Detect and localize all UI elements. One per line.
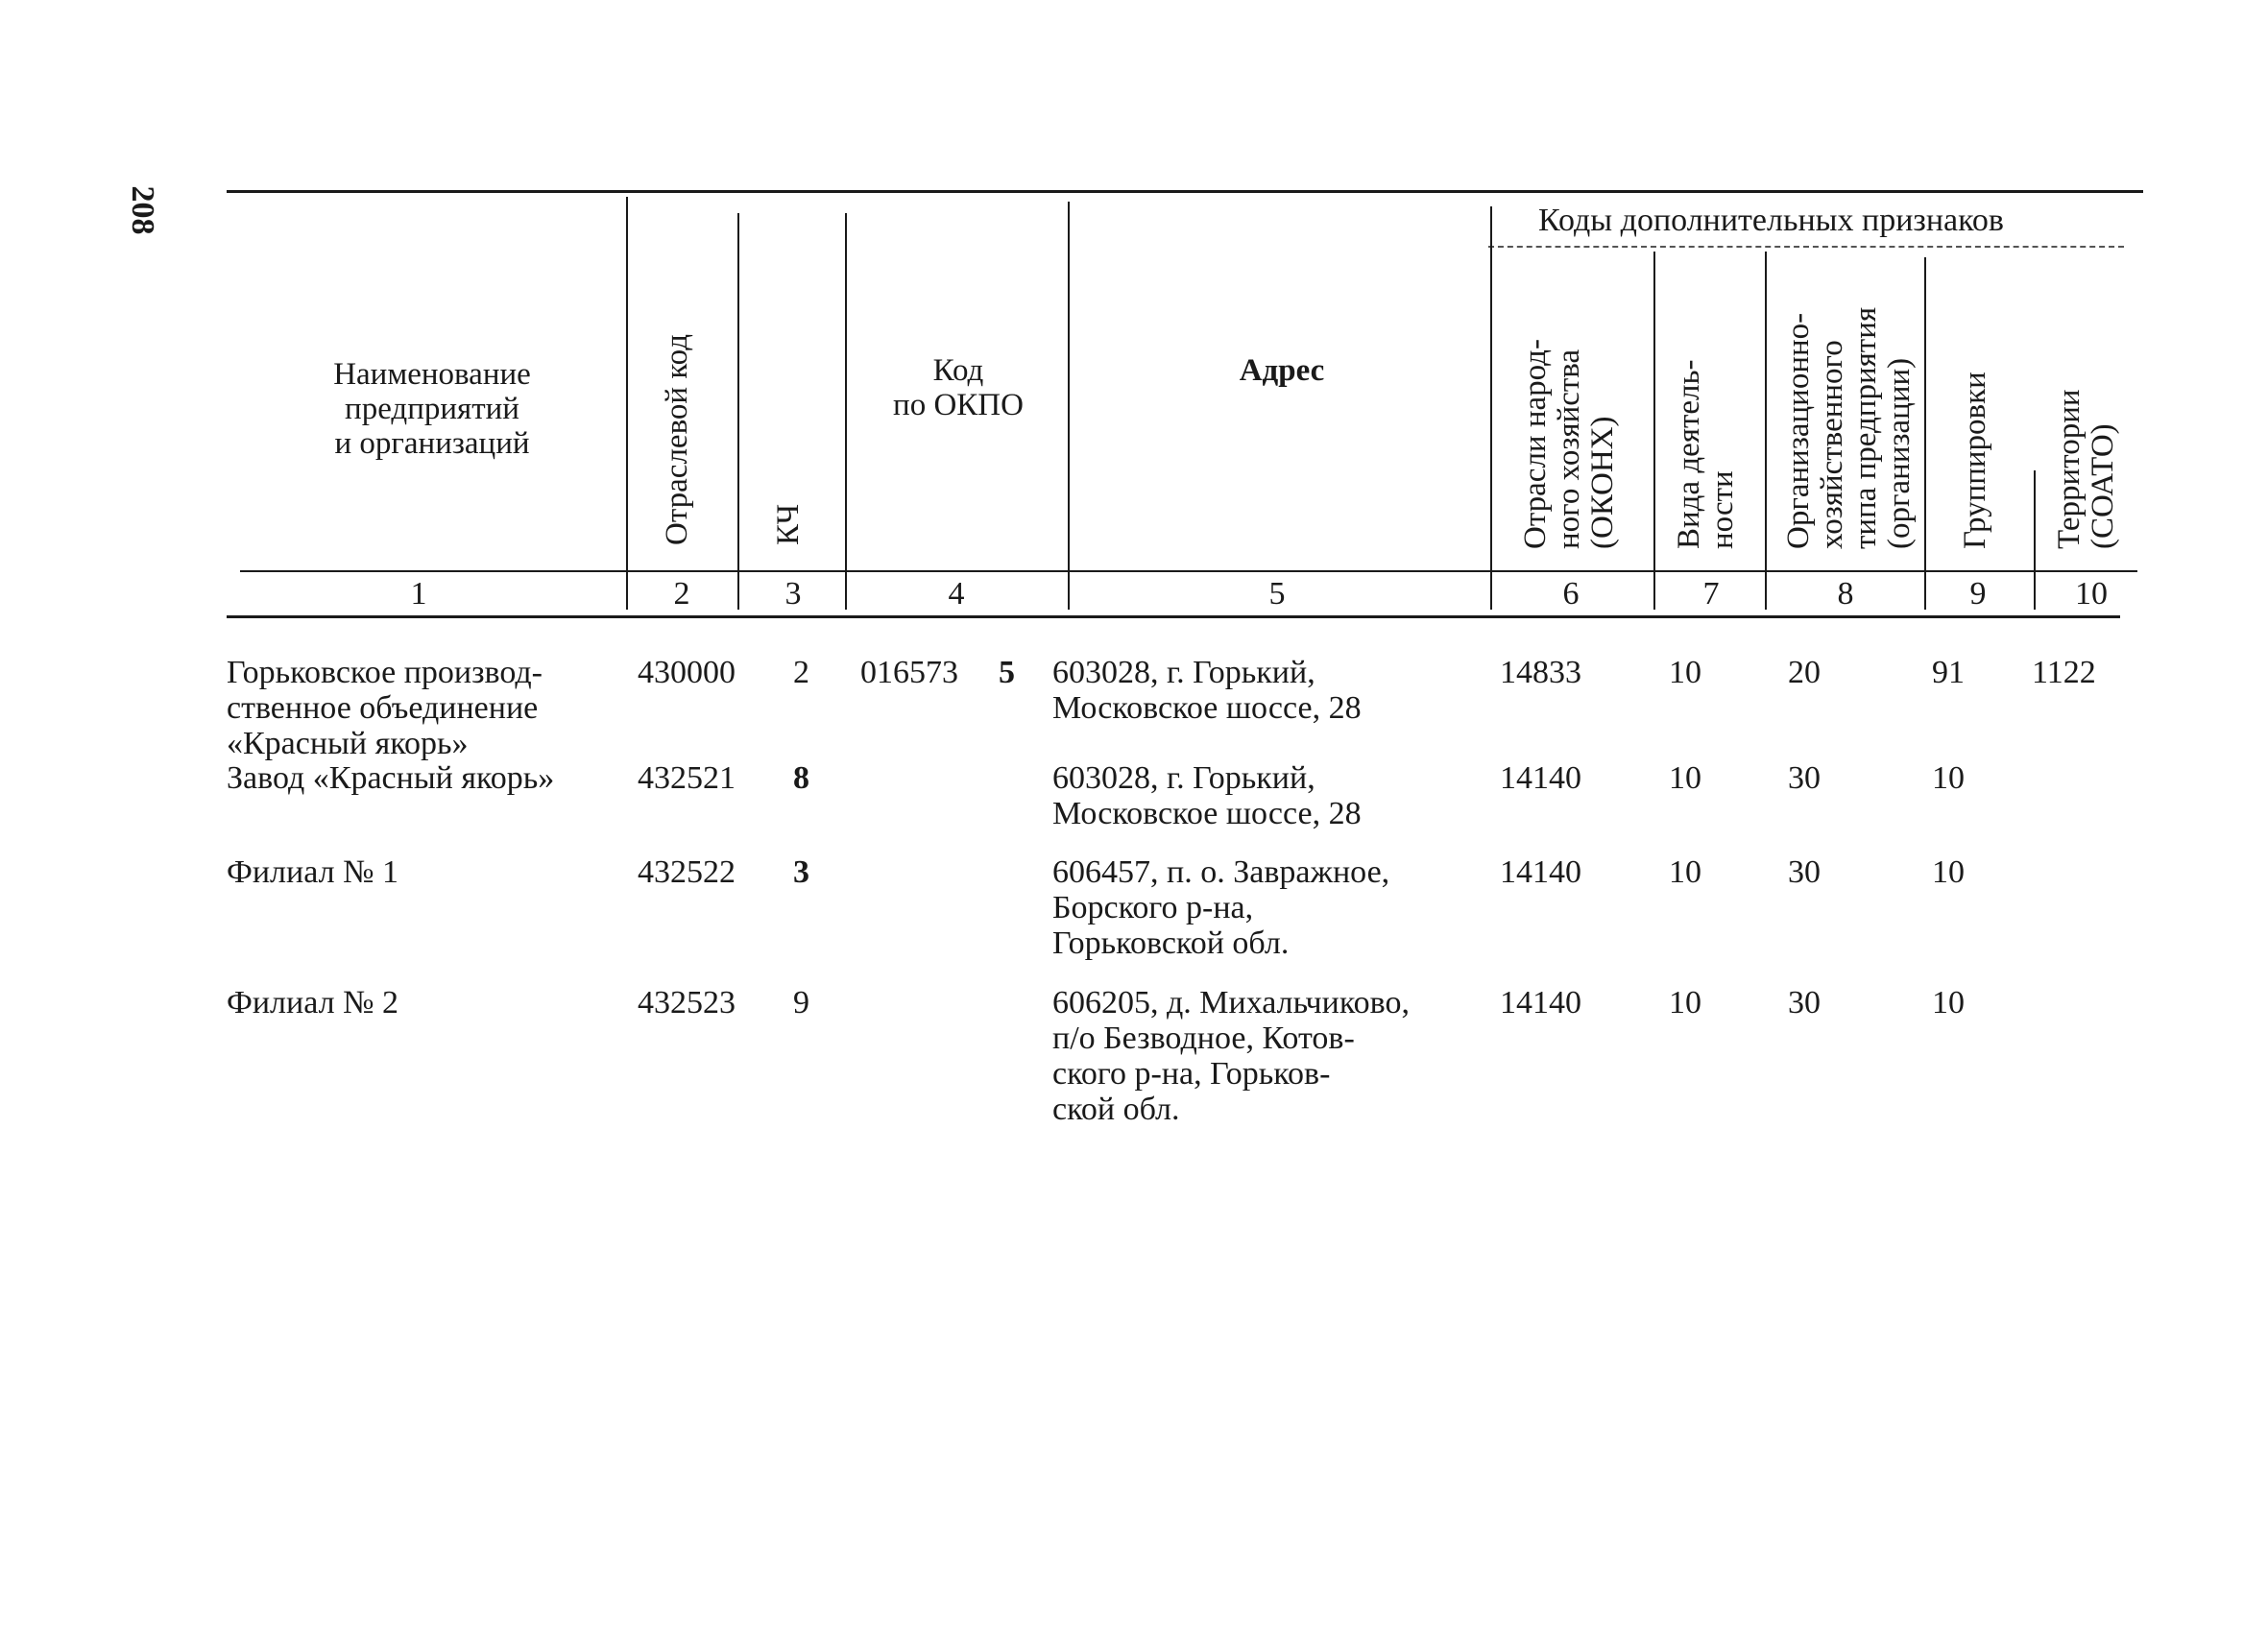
col-number-1: 1	[410, 576, 427, 612]
col-number-6: 6	[1562, 576, 1580, 612]
row-okonh: 14140	[1500, 985, 1581, 1021]
row-address: 603028, г. Горький, Московское шоссе, 28	[1052, 760, 1362, 831]
col-number-5: 5	[1268, 576, 1286, 612]
row-name: Завод «Красный якорь»	[227, 760, 555, 796]
col-divider-3	[845, 213, 847, 610]
row-grouping: 10	[1932, 760, 1965, 796]
header-soato: Территории (СОАТО)	[2052, 389, 2120, 549]
col-divider-9	[2034, 470, 2036, 610]
col-number-3: 3	[784, 576, 802, 612]
header-address: Адрес	[1239, 353, 1325, 388]
row-okonh: 14140	[1500, 854, 1581, 890]
col-divider-7	[1765, 252, 1767, 610]
col-divider-4	[1068, 202, 1070, 610]
header-name: Наименование предприятий и организаций	[333, 357, 531, 461]
row-activity: 10	[1669, 760, 1701, 796]
col-divider-1	[626, 197, 628, 610]
page-number: 208	[125, 185, 160, 235]
row-soato: 1122	[2032, 655, 2096, 690]
row-branch-code: 432522	[638, 854, 736, 890]
row-name: Филиал № 2	[227, 985, 399, 1021]
row-address: 606457, п. о. Завражное, Борского р-на, Горьковской обл.	[1052, 854, 1390, 961]
group-header-dash	[1488, 246, 2124, 248]
row-activity: 10	[1669, 985, 1701, 1021]
row-activity: 10	[1669, 854, 1701, 890]
col-number-4: 4	[948, 576, 965, 612]
header-okonh: Отрасли народ- ного хозяйства (ОКОНХ)	[1518, 339, 1620, 549]
col-number-8: 8	[1837, 576, 1854, 612]
row-okpo-check: 5	[999, 655, 1015, 690]
row-branch-code: 430000	[638, 655, 736, 690]
col-divider-5	[1490, 206, 1492, 610]
row-address: 603028, г. Горький, Московское шоссе, 28	[1052, 655, 1362, 726]
row-okonh: 14140	[1500, 760, 1581, 796]
header-bottom-rule	[240, 570, 2137, 572]
row-branch-code: 432523	[638, 985, 736, 1021]
header-okpo: Код по ОКПО	[893, 353, 1024, 422]
row-name: Филиал № 1	[227, 854, 399, 890]
row-kch: 8	[793, 760, 809, 796]
row-grouping: 10	[1932, 854, 1965, 890]
row-okonh: 14833	[1500, 655, 1581, 690]
col-number-10: 10	[2075, 576, 2108, 612]
row-okpo: 016573	[860, 655, 958, 690]
row-activity: 10	[1669, 655, 1701, 690]
col-divider-6	[1653, 252, 1655, 610]
col-number-7: 7	[1702, 576, 1720, 612]
row-org-type: 30	[1788, 760, 1821, 796]
row-kch: 2	[793, 655, 809, 690]
top-rule	[227, 190, 2143, 193]
row-grouping: 91	[1932, 655, 1965, 690]
header-org-type: Организационно- хозяйственного типа предприятия (организации)	[1781, 306, 1917, 549]
col-number-9: 9	[1969, 576, 1987, 612]
row-grouping: 10	[1932, 985, 1965, 1021]
row-name: Горьковское производ- ственное объединение «Красный якорь»	[227, 655, 543, 761]
col-divider-8	[1924, 257, 1926, 610]
header-activity: Вида деятель- ности	[1672, 359, 1740, 549]
row-address: 606205, д. Михальчиково, п/о Безводное, Котов- ского р-на, Горьков- ской обл.	[1052, 985, 1410, 1127]
row-branch-code: 432521	[638, 760, 736, 796]
row-org-type: 20	[1788, 655, 1821, 690]
row-kch: 9	[793, 985, 809, 1021]
number-row-bottom-rule	[227, 615, 2120, 618]
row-org-type: 30	[1788, 854, 1821, 890]
header-grouping: Группировки	[1958, 372, 1992, 549]
header-additional-codes: Коды дополнительных признаков	[1538, 203, 2004, 238]
header-kch: КЧ	[771, 503, 806, 545]
header-branch-code: Отраслевой код	[660, 333, 694, 545]
row-org-type: 30	[1788, 985, 1821, 1021]
col-number-2: 2	[673, 576, 690, 612]
col-divider-2	[737, 213, 739, 610]
row-kch: 3	[793, 854, 809, 890]
